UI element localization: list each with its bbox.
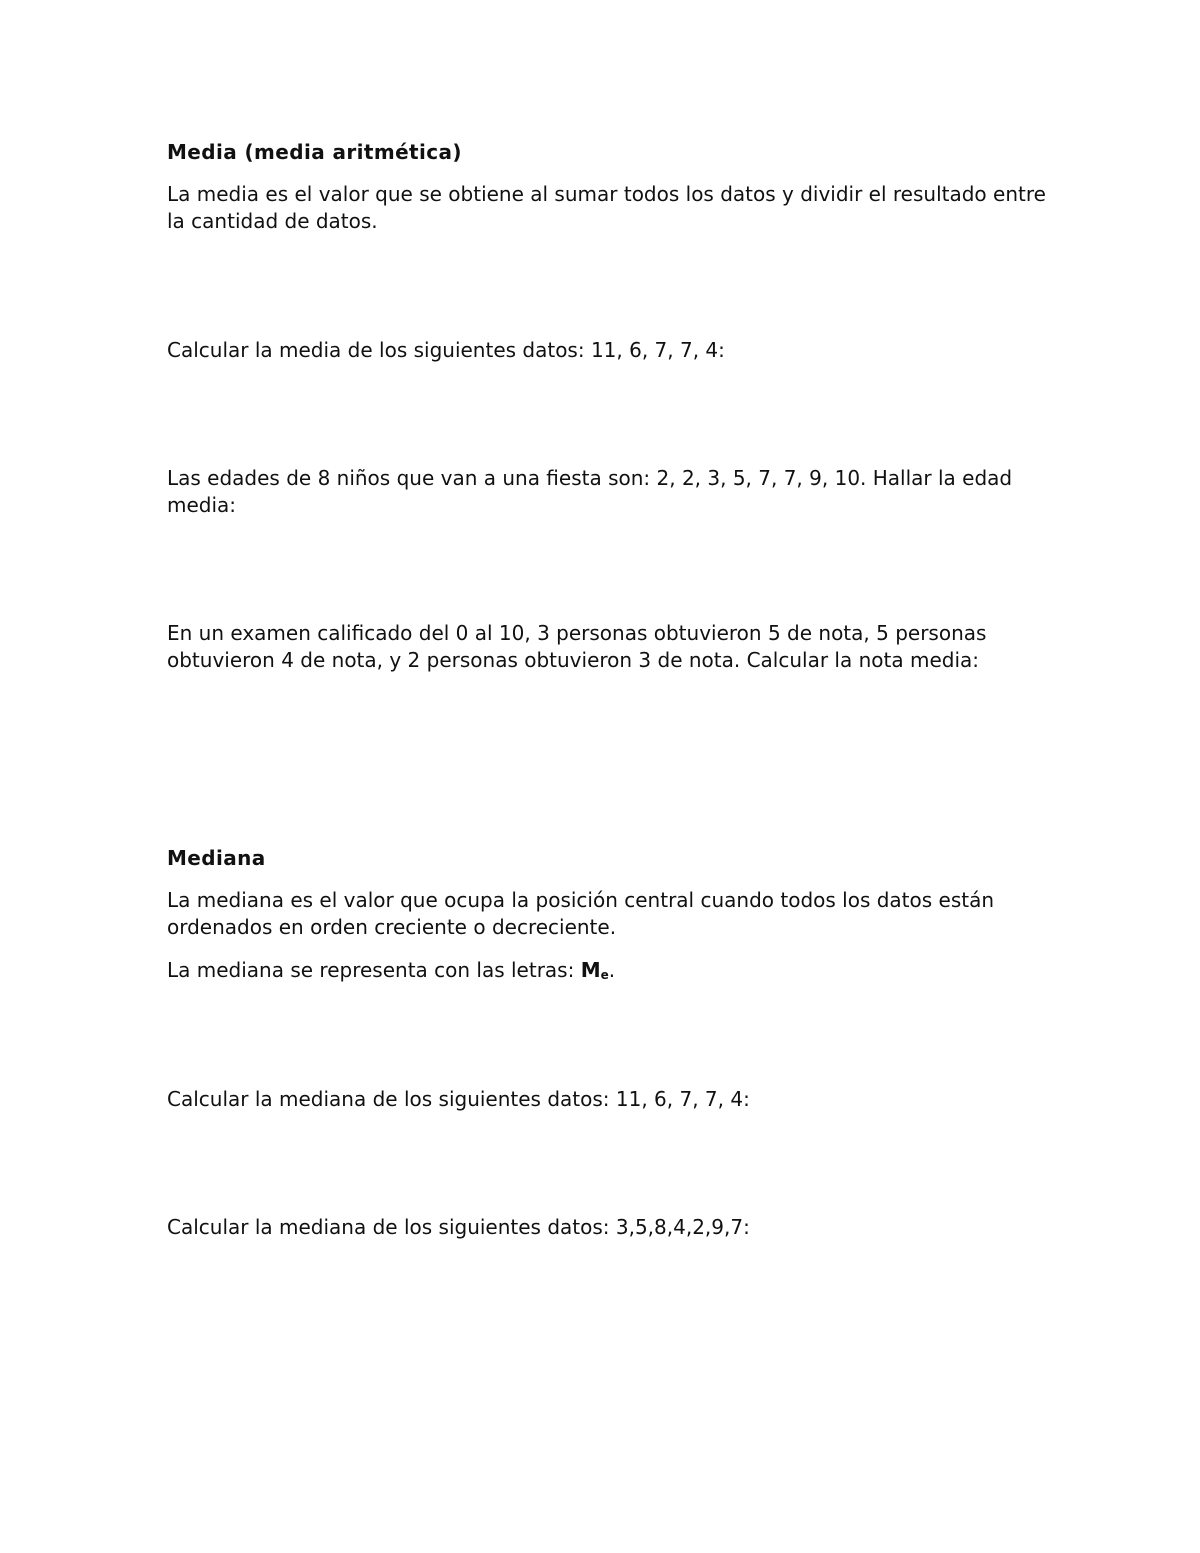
mediana-symbol: $M_e$ bbox=[580, 958, 609, 982]
media-exercise-1: Calcular la media de los siguientes datos: 11, 6, 7, 7, 4: bbox=[167, 338, 725, 362]
media-definition: La media es el valor que se obtiene al sumar todos los datos y dividir el resultado entre la cantidad de datos. bbox=[167, 182, 1046, 233]
mediana-symbol-end: . bbox=[608, 958, 616, 982]
mediana-symbol-sentence: La mediana se representa con las letras: bbox=[167, 958, 581, 982]
media-exercise-2: Las edades de 8 niños que van a una fiesta son: 2, 2, 3, 5, 7, 7, 9, 10. Hallar la edad media: bbox=[167, 466, 1013, 517]
mediana-exercise-1: Calcular la mediana de los siguientes datos: 11, 6, 7, 7, 4: bbox=[167, 1087, 750, 1111]
section-heading-mediana: Mediana bbox=[167, 846, 266, 870]
mediana-symbol-line bbox=[167, 957, 1047, 989]
mediana-definition: La mediana es el valor que ocupa la posición central cuando todos los datos están ordenados en orden creciente o decreciente. bbox=[167, 888, 995, 939]
media-exercise-3: En un examen calificado del 0 al 10, 3 personas obtuvieron 5 de nota, 5 personas obtuvieron 4 de nota, y 2 personas obtuvieron 3 de nota. Calcular la nota media: bbox=[167, 621, 987, 672]
section-heading-media: Media (media aritmética) bbox=[167, 140, 462, 164]
mediana-exercise-2: Calcular la mediana de los siguientes datos: 3,5,8,4,2,9,7: bbox=[167, 1215, 750, 1239]
